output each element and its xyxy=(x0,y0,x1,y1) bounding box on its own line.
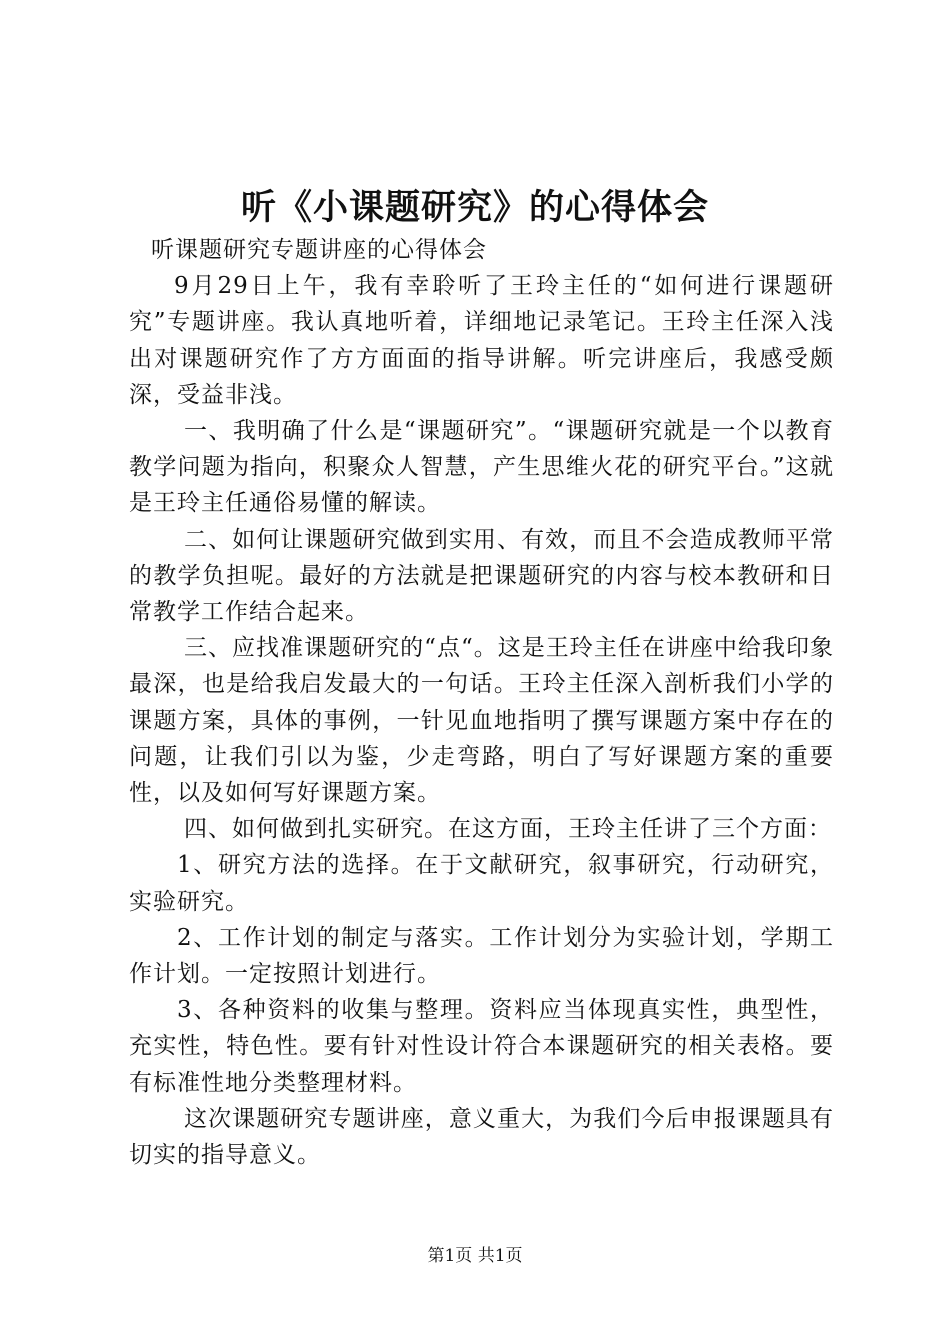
paragraph-subpoint-3: 3、各种资料的收集与整理。资料应当体现真实性，典型性，充实性，特色性。要有针对性设计符合本课题研究的相关表格。要有标准性地分类整理材料。 xyxy=(129,997,834,1096)
paragraph-point-2: 二、如何让课题研究做到实用、有效，而且不会造成教师平常的教学负担呢。最好的方法就是把课题研究的内容与校本教研和日常教学工作结合起来。 xyxy=(129,526,834,626)
paragraph-subtitle: 听课题研究专题讲座的心得体会 xyxy=(151,237,487,263)
document-body xyxy=(129,232,834,1173)
paragraph-intro: 9月29日上午，我有幸聆听了王玲主任的“如何进行课题研究”专题讲座。我认真地听着，详细地记录笔记。王玲主任深入浅出对课题研究作了方方面面的指导讲解。听完讲座后，我感受颇深，受益非浅。 xyxy=(129,273,834,408)
paragraph-point-1: 一、我明确了什么是“课题研究”。“课题研究就是一个以教育教学问题为指向，积聚众人智慧，产生思维火花的研究平台。”这就是王玲主任通俗易懂的解读。 xyxy=(129,418,834,517)
paragraph-point-3: 三、应找准课题研究的“点“。这是王玲主任在讲座中给我印象最深，也是给我启发最大的一句话。王玲主任深入剖析我们小学的课题方案，具体的事例，一针见血地指明了撰写课题方案中存在的问题，让我们引以为鉴，少走弯路，明白了写好课题方案的重要性，以及如何写好课题方案。 xyxy=(129,635,834,807)
paragraph-subpoint-1: 1、研究方法的选择。在于文献研究，叙事研究，行动研究，实验研究。 xyxy=(129,852,834,915)
page-footer: 第1页 共1页 xyxy=(427,1246,523,1266)
paragraph-conclusion: 这次课题研究专题讲座，意义重大，为我们今后申报课题具有切实的指导意义。 xyxy=(129,1105,834,1169)
page-title: 听《小课题研究》的心得体会 xyxy=(240,187,709,228)
paragraph-point-4: 四、如何做到扎实研究。在这方面，王玲主任讲了三个方面： xyxy=(184,816,832,843)
paragraph-subpoint-2: 2、工作计划的制定与落实。工作计划分为实验计划，学期工作计划。一定按照计划进行。 xyxy=(129,924,834,988)
